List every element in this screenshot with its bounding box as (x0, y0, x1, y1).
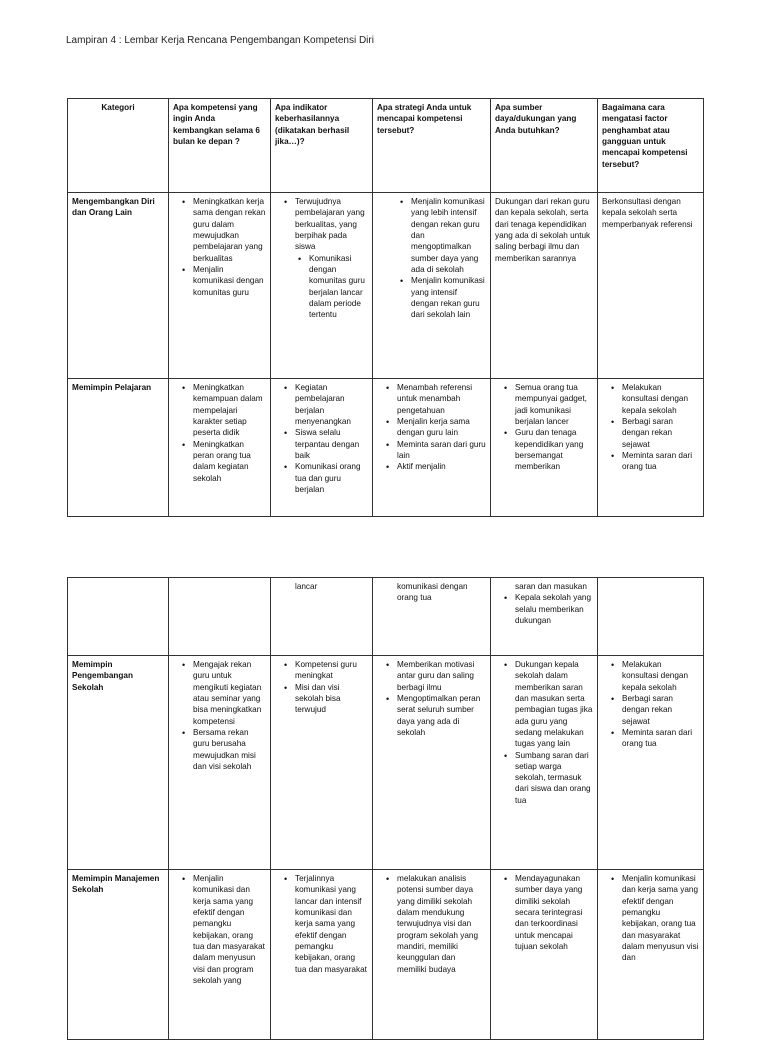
row-category: Mengembangkan Diri dan Orang Lain (68, 193, 169, 379)
list-item: • Menjalin komunikasi yang lebih intensif dengan rekan guru dan mengoptimalkan sumber daya yang ada di sekolah (411, 196, 486, 275)
list-item: • Terwujudnya pembelajaran yang berkualitas, yang berpihak pada siswa (295, 196, 368, 253)
row-obstacles (598, 656, 704, 870)
row-indicators (271, 379, 373, 517)
list-item: saran dan masukan (515, 582, 587, 591)
row-category: Memimpin Manajemen Sekolah (68, 870, 169, 1040)
header-category: Kategori (68, 99, 169, 193)
row-competencies (169, 379, 271, 517)
table-row-continuation (68, 578, 704, 656)
list-item: • Melakukan konsultasi dengan kepala sekolah (622, 659, 699, 693)
row-strategies (373, 870, 491, 1040)
list-item: • Meminta saran dari guru lain (397, 439, 486, 462)
row-competencies (169, 193, 271, 379)
table-row (68, 379, 704, 517)
list-item: • Aktif menjalin (397, 461, 486, 472)
list-item: • Meminta saran dari orang tua (622, 727, 699, 750)
list-item: • Bersama rekan guru berusaha mewujudkan misi dan visi sekolah (193, 727, 266, 772)
header-strategy: Apa strategi Anda untuk mencapai kompetensi tersebut? (373, 99, 491, 193)
list-item: • Berbagi saran dengan rekan sejawat (622, 416, 699, 450)
list-item: • Kegiatan pembelajaran berjalan menyenangkan (295, 382, 368, 427)
row-strategies (373, 193, 491, 379)
row-indicators (271, 578, 373, 656)
row-strategies (373, 379, 491, 517)
list-item: • Semua orang tua mempunyai gadget, jadi komunikasi berjalan lancer (515, 382, 593, 427)
row-category: Memimpin Pelajaran (68, 379, 169, 517)
list-item: • Mendayagunakan sumber daya yang dimiliki sekolah secara terintegrasi dan terkoordinasi untuk mencapai tujuan sekolah (515, 873, 593, 952)
header-indicator: Apa indikator keberhasilannya (dikatakan berhasil jika…)? (271, 99, 373, 193)
list-item: • melakukan analisis potensi sumber daya yang dimiliki sekolah dalam mendukung terwujudnya visi dan program sekolah yang mandiri, memiliki keunggulan dan memiliki budaya (397, 873, 486, 975)
list-item: komunikasi dengan orang tua (397, 582, 468, 603)
row-resources (491, 656, 598, 870)
competency-table-page-1 (67, 98, 704, 517)
list-item: • Komunikasi orang tua dan guru berjalan (295, 461, 368, 495)
list-item: • Guru dan tenaga kependidikan yang bersemangat memberikan (515, 427, 593, 472)
list-item: • Sumbang saran dari setiap warga sekolah, termasuk dari siswa dan orang tua (515, 750, 593, 807)
table-header-row (68, 99, 704, 193)
row-resources (491, 870, 598, 1040)
row-category (68, 578, 169, 656)
list-item: • Siswa selalu terpantau dengan baik (295, 427, 368, 461)
row-strategies (373, 578, 491, 656)
list-item: • Menjalin komunikasi yang intensif dengan rekan guru dari sekolah lain (411, 275, 486, 320)
list-item: • Dukungan kepala sekolah dalam memberikan saran dan masukan serta pembagian tugas jika ada guru yang sedang melakukan tugas yang lain (515, 659, 593, 750)
document-header: Lampiran 4 : Lembar Kerja Rencana Pengembangan Kompetensi Diri (66, 35, 374, 46)
list-item: • Kepala sekolah yang selalu memberikan dukungan (515, 592, 593, 626)
table-row (68, 656, 704, 870)
row-obstacles: Berkonsultasi dengan kepala sekolah serta memperbanyak referensi (598, 193, 704, 379)
row-indicators (271, 870, 373, 1040)
row-competencies (169, 656, 271, 870)
row-competencies (169, 870, 271, 1040)
header-resources: Apa sumber daya/dukungan yang Anda butuhkan? (491, 99, 598, 193)
list-item: • Melakukan konsultasi dengan kepala sekolah (622, 382, 699, 416)
row-category: Memimpin Pengembangan Sekolah (68, 656, 169, 870)
list-item: • Berbagi saran dengan rekan sejawat (622, 693, 699, 727)
header-obstacles: Bagaimana cara mengatasi factor penghambat atau gangguan untuk mencapai kompetensi tersebut? (598, 99, 704, 193)
list-item: • Menjalin komunikasi dan kerja sama yang efektif dengan pemangku kebijakan, orang tua dan masyarakat dalam menyusun visi dan program sekolah yang (193, 873, 266, 986)
list-item: • Misi dan visi sekolah bisa terwujud (295, 682, 368, 716)
row-obstacles (598, 379, 704, 517)
list-item: • Mengajak rekan guru untuk mengikuti kegiatan atau seminar yang bisa meningkatkan kompetensi (193, 659, 266, 727)
list-item: • Meminta saran dari orang tua (622, 450, 699, 473)
list-item: • Terjalinnya komunikasi yang lancar dan intensif komunikasi dan kerja sama yang efektif dengan pemangku kebijakan, orang tua dan masyarakat (295, 873, 368, 975)
row-indicators (271, 656, 373, 870)
competency-table-page-2 (67, 577, 704, 1040)
list-item: • Mengoptimalkan peran serat seluruh sumber daya yang ada di sekolah (397, 693, 486, 738)
table-row (68, 193, 704, 379)
list-item: • Menjalin komunikasi dan kerja sama yang efektif dengan pemangku kebijakan, orang tua dan masyarakat dalam menyusun visi dan (622, 873, 699, 964)
list-item: • Menjalin komunikasi dengan komunitas guru (193, 264, 266, 298)
row-competencies (169, 578, 271, 656)
list-item: • Meningkatkan kerja sama dengan rekan guru dalam mewujudkan pembelajaran yang berkualitas (193, 196, 266, 264)
list-item: • Meningkatkan kemampuan dalam mempelajari karakter setiap peserta didik (193, 382, 266, 439)
table-row (68, 870, 704, 1040)
row-obstacles (598, 870, 704, 1040)
row-resources (491, 578, 598, 656)
list-item: lancar (295, 582, 318, 591)
list-item: • Memberikan motivasi antar guru dan saling berbagi ilmu (397, 659, 486, 693)
header-competency: Apa kompetensi yang ingin Anda kembangkan selama 6 bulan ke depan ? (169, 99, 271, 193)
list-item: • Menjalin kerja sama dengan guru lain (397, 416, 486, 439)
row-indicators (271, 193, 373, 379)
row-strategies (373, 656, 491, 870)
list-item: • Komunikasi dengan komunitas guru berjalan lancar dalam periode tertentu (309, 253, 368, 321)
list-item: • Kompetensi guru meningkat (295, 659, 368, 682)
row-resources: Dukungan dari rekan guru dan kepala sekolah, serta dari tenaga kependidikan yang ada di sekolah untuk saling berbagi ilmu dan memberikan sarannya (491, 193, 598, 379)
row-obstacles (598, 578, 704, 656)
list-item: • Meningkatkan peran orang tua dalam kegiatan sekolah (193, 439, 266, 484)
list-item: • Menambah referensi untuk menambah pengetahuan (397, 382, 486, 416)
row-resources (491, 379, 598, 517)
